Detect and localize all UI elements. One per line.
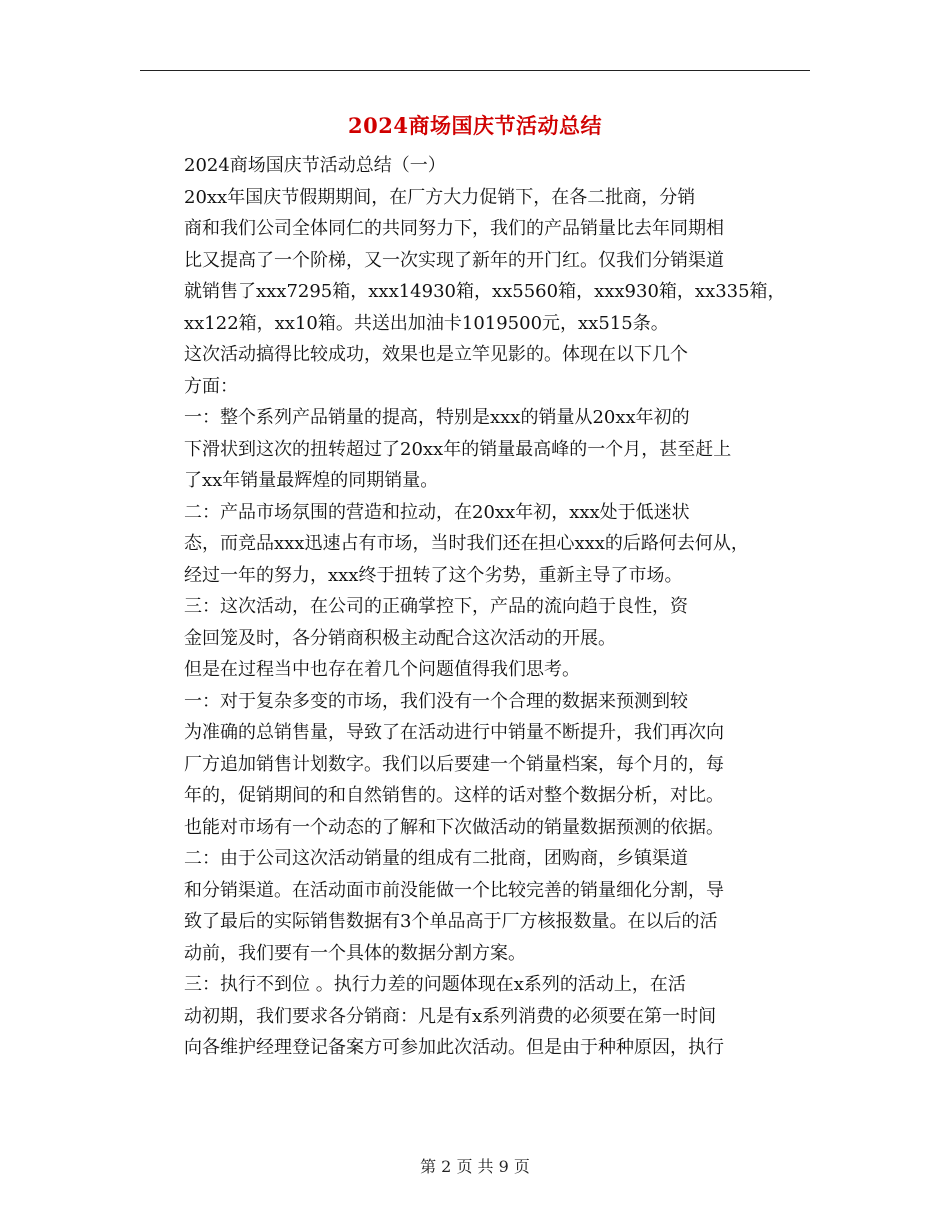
document-body bbox=[140, 150, 812, 1064]
body-paragraph bbox=[140, 843, 812, 969]
text-line: 商和我们公司全体同仁的共同努力下，我们的产品销量比去年同期相 bbox=[184, 218, 724, 239]
text-line: 也能对市场有一个动态的了解和下次做活动的销量数据预测的依据。 bbox=[184, 816, 724, 838]
body-paragraph bbox=[140, 339, 812, 402]
text-line: 一：对于复杂多变的市场，我们没有一个合理的数据来预测到较 bbox=[184, 690, 688, 712]
text-line: 但是在过程当中也存在着几个问题值得我们思考。 bbox=[184, 659, 580, 680]
text-line: 二：由于公司这次活动销量的组成有二批商，团购商，乡镇渠道 bbox=[184, 848, 688, 869]
text-line: 就销售了xxx7295箱，xxx14930箱，xx5560箱，xxx930箱，xx335箱， bbox=[184, 281, 786, 302]
body-paragraph bbox=[140, 497, 812, 592]
text-line: 方面： bbox=[184, 375, 238, 397]
text-line: 二：产品市场氛围的营造和拉动，在20xx年初，xxx处于低迷状 bbox=[184, 501, 690, 523]
body-paragraph bbox=[140, 969, 812, 1064]
text-line: 致了最后的实际销售数据有3个单品高于厂方核报数量。在以后的活 bbox=[184, 911, 718, 932]
body-paragraph bbox=[140, 402, 812, 497]
text-line: 三：执行不到位 。执行力差的问题体现在x系列的活动上，在活 bbox=[184, 974, 686, 995]
text-line: 和分销渠道。在活动面市前没能做一个比较完善的销量细化分割，导 bbox=[184, 879, 724, 901]
body-paragraph bbox=[140, 591, 812, 654]
text-line: 动前，我们要有一个具体的数据分割方案。 bbox=[184, 942, 526, 964]
text-line: 动初期，我们要求各分销商：凡是有x系列消费的必须要在第一时间 bbox=[184, 1005, 717, 1027]
text-line: 比又提高了一个阶梯，又一次实现了新年的开门红。仅我们分销渠道 bbox=[184, 249, 724, 271]
document-title: 2024商场国庆节活动总结 bbox=[348, 113, 602, 138]
page-footer: 第 2 页 共 9 页 bbox=[420, 1157, 530, 1176]
text-line: 这次活动搞得比较成功，效果也是立竿见影的。体现在以下几个 bbox=[184, 344, 688, 365]
body-paragraph bbox=[140, 182, 812, 340]
text-line: 经过一年的努力，xxx终于扭转了这个劣势，重新主导了市场。 bbox=[184, 564, 683, 586]
text-line: xx122箱，xx10箱。共送出加油卡1019500元，xx515条。 bbox=[184, 312, 669, 334]
text-line: 向各维护经理登记备案方可参加此次活动。但是由于种种原因，执行 bbox=[184, 1037, 724, 1058]
text-line: 了xx年销量最辉煌的同期销量。 bbox=[184, 470, 439, 491]
text-line: 金回笼及时，各分销商积极主动配合这次活动的开展。 bbox=[184, 627, 616, 649]
text-line: 下滑状到这次的扭转超过了20xx年的销量最高峰的一个月，甚至赶上 bbox=[184, 438, 732, 460]
body-paragraph bbox=[140, 654, 812, 686]
text-line: 三：这次活动，在公司的正确掌控下，产品的流向趋于良性，资 bbox=[184, 596, 688, 617]
text-line: 为准确的总销售量，导致了在活动进行中销量不断提升，我们再次向 bbox=[184, 722, 724, 743]
subtitle-paragraph: 2024商场国庆节活动总结（一） bbox=[184, 155, 446, 176]
header-rule bbox=[140, 70, 810, 71]
text-line: 态，而竞品xxx迅速占有市场，当时我们还在担心xxx的后路何去何从， bbox=[184, 533, 749, 554]
text-line: 年的，促销期间的和自然销售的。这样的话对整个数据分析，对比。 bbox=[184, 785, 724, 806]
text-line: 厂方追加销售计划数字。我们以后要建一个销量档案，每个月的，每 bbox=[184, 753, 724, 775]
text-line: 一：整个系列产品销量的提高，特别是xxx的销量从20xx年初的 bbox=[184, 407, 690, 428]
body-paragraph bbox=[140, 686, 812, 844]
text-line: 20xx年国庆节假期期间，在厂方大力促销下，在各二批商，分销 bbox=[184, 186, 696, 208]
